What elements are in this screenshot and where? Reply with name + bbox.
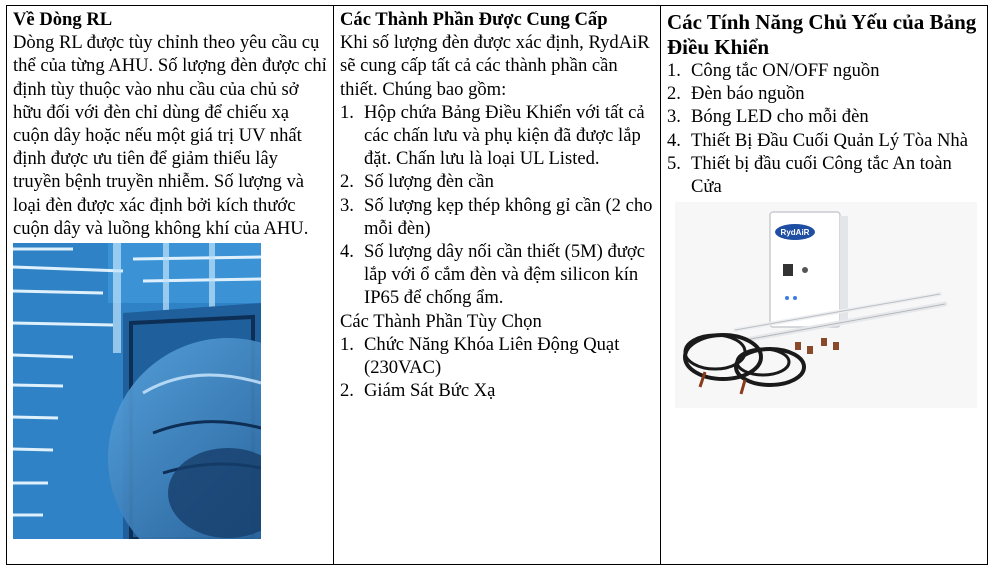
- features-heading: Các Tính Năng Chủ Yếu của Bảng Điều Khiển: [667, 10, 977, 59]
- list-text: Giám Sát Bức Xạ: [364, 380, 496, 402]
- list-number: 2.: [667, 83, 681, 105]
- list-item: [667, 82, 981, 105]
- list-item: [667, 152, 981, 198]
- list-item: [340, 170, 654, 193]
- table-row: [7, 6, 988, 565]
- about-body: Dòng RL được tùy chỉnh theo yêu cầu cụ thể của từng AHU. Số lượng đèn được chỉ định tùy thuộc vào nhu cầu của chủ sở hữu đối với đèn chỉ dùng để chiếu xạ cuộn dây hoặc nếu một giá trị UV nhất định được ưu tiên để giảm thiểu lây truyền bệnh truyền nhiễm. Số lượng và loại đèn được xác định bởi kích thước cuộn dây và luồng không khí của AHU.: [13, 32, 327, 239]
- list-number: 5.: [667, 152, 681, 174]
- control-panel-product-photo: [675, 202, 977, 408]
- features-column: [661, 6, 988, 565]
- list-item: [340, 333, 654, 379]
- info-table: [6, 5, 988, 565]
- list-text: Thiết bị đầu cuối Công tắc An toàn Cửa: [691, 152, 952, 198]
- list-item: [340, 101, 654, 171]
- list-item: [667, 59, 981, 82]
- list-number: 4.: [340, 241, 354, 263]
- list-number: 3.: [340, 194, 354, 216]
- list-number: 3.: [667, 106, 681, 128]
- about-column: [7, 6, 334, 565]
- list-text: Hộp chứa Bảng Điều Khiển với tất cả các chấn lưu và phụ kiện đã được lắp đặt. Chấn lưu là loại UL Listed.: [364, 101, 645, 170]
- components-column: [334, 6, 661, 565]
- list-item: [667, 105, 981, 128]
- control-panel-graphic: [675, 202, 977, 408]
- components-heading: Các Thành Phần Được Cung Cấp: [340, 9, 608, 30]
- logo-text: RydAiR: [780, 228, 810, 238]
- list-text: Số lượng đèn cần: [364, 171, 494, 193]
- list-text: Số lượng dây nối cần thiết (5M) được lắp với ổ cắm đèn và đệm silicon kín IP65 để chống ẩm.: [364, 241, 645, 309]
- components-list: [340, 101, 654, 310]
- optional-list: [340, 333, 654, 403]
- list-text: Chức Năng Khóa Liên Động Quạt (230VAC): [364, 333, 620, 379]
- list-item: [340, 194, 654, 240]
- uv-lamp-photo-graphic: [13, 243, 261, 539]
- list-number: 2.: [340, 171, 354, 193]
- list-number: 1.: [667, 60, 681, 81]
- list-text: Công tắc ON/OFF nguồn: [691, 60, 880, 81]
- list-number: 1.: [340, 101, 354, 123]
- list-item: [340, 240, 654, 310]
- list-item: [340, 379, 654, 402]
- list-number: 4.: [667, 129, 681, 151]
- about-heading: Về Dòng RL: [13, 9, 113, 30]
- uv-lamp-installation-photo: [13, 243, 261, 539]
- list-number: 1.: [340, 333, 354, 355]
- list-text: Đèn báo nguồn: [691, 83, 805, 105]
- optional-heading: Các Thành Phần Tùy Chọn: [340, 310, 542, 332]
- list-item: [667, 129, 981, 152]
- list-text: Thiết Bị Đầu Cuối Quản Lý Tòa Nhà: [691, 129, 968, 151]
- components-intro: Khi số lượng đèn được xác định, RydAiR sẽ cung cấp tất cả các thành phần cần thiết. Chúng bao gồm:: [340, 32, 650, 100]
- list-text: Số lượng kẹp thép không gỉ cần (2 cho mỗi đèn): [364, 194, 653, 239]
- list-number: 2.: [340, 380, 354, 402]
- features-list: [667, 59, 981, 198]
- list-text: Bóng LED cho mỗi đèn: [691, 106, 869, 128]
